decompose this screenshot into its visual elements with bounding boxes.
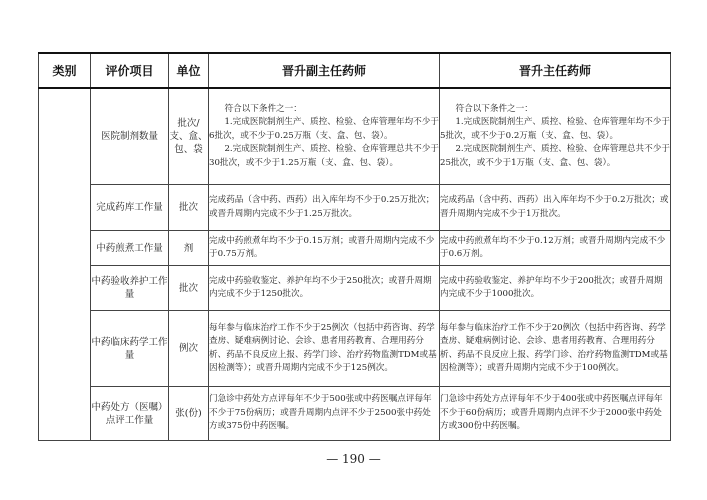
requirement-line: 完成药品（含中药、西药）出入库年均不少于0.25万批次；或晋升周期内完成不少于1.25万批次。 bbox=[209, 195, 435, 219]
requirement-line: 每年参与临床治疗工作不少于20例次（包括中药咨询、药学查房、疑难病例讨论、会诊、患者用药教育、合理用药分析、药品不良反应上报、药学门诊、治疗药物监测TDM或基因检测等）；或晋升周期内完成不少于100例次。 bbox=[440, 322, 668, 373]
header-item: 评价项目 bbox=[91, 53, 169, 88]
table-row bbox=[39, 88, 671, 185]
requirement-line: 完成中药验收鉴定、养护年均不少于200批次；或晋升周期内完成不少于1000批次。 bbox=[440, 275, 663, 299]
category-cell bbox=[39, 88, 91, 441]
table-row bbox=[39, 231, 671, 266]
item-cell: 中药验收养护工作量 bbox=[91, 266, 169, 311]
chief-requirement-cell bbox=[440, 185, 671, 231]
item-cell: 完成药库工作量 bbox=[91, 185, 169, 231]
requirement-line: 完成药品（含中药、西药）出入库年均不少于0.2万批次；或晋升周期内完成不少于1万批次。 bbox=[440, 195, 669, 219]
requirement-line: 完成中药验收鉴定、养护年均不少于250批次；或晋升周期内完成不少于1250批次。 bbox=[209, 275, 432, 299]
page-number: — 190 — bbox=[326, 452, 381, 466]
item-cell: 中药煎煮工作量 bbox=[91, 231, 169, 266]
requirement-line: 符合以下条件之一： bbox=[224, 103, 302, 114]
unit-cell: 批次 bbox=[169, 185, 209, 231]
deputy-requirement-cell bbox=[209, 387, 440, 441]
deputy-requirement-cell bbox=[209, 266, 440, 311]
evaluation-table bbox=[38, 52, 671, 441]
chief-requirement-cell bbox=[440, 387, 671, 441]
chief-requirement-cell bbox=[440, 311, 671, 387]
requirement-line: 门急诊中药处方点评每年不少于400张或中药医嘱点评每年不少于60份病历；或晋升周期内点评不少于2000张中药处方或300份中药医嘱。 bbox=[440, 394, 663, 432]
deputy-requirement-cell bbox=[209, 311, 440, 387]
requirement-line: 符合以下条件之一： bbox=[455, 103, 533, 114]
requirement-line: 2.完成医院制剂生产、质控、检验、仓库管理总共不少于30批次，或不少于1.25万瓶（支、盒、包、袋）。 bbox=[209, 144, 439, 168]
table-row bbox=[39, 266, 671, 311]
item-cell: 医院制剂数量 bbox=[91, 88, 169, 185]
chief-requirement-cell bbox=[440, 266, 671, 311]
header-unit: 单位 bbox=[169, 53, 209, 88]
chief-requirement-cell bbox=[440, 88, 671, 185]
deputy-requirement-cell bbox=[209, 231, 440, 266]
item-cell: 中药处方（医嘱）点评工作量 bbox=[91, 387, 169, 441]
unit-cell: 张(份) bbox=[169, 387, 209, 441]
requirement-line: 完成中药煎煮年均不少于0.12万剂；或晋升周期内完成不少于0.6万剂。 bbox=[440, 235, 666, 259]
header-row bbox=[39, 53, 671, 88]
table-row bbox=[39, 387, 671, 441]
table-row bbox=[39, 185, 671, 231]
requirement-line: 每年参与临床治疗工作不少于25例次（包括中药咨询、药学查房、疑难病例讨论、会诊、患者用药教育、合理用药分析、药品不良反应上报、药学门诊、治疗药物监测TDM或基因检测等）；或晋升周期内完成不少于125例次。 bbox=[209, 322, 437, 373]
requirement-line: 门急诊中药处方点评每年不少于500张或中药医嘱点评每年不少于75份病历；或晋升周期内点评不少于2500张中药处方或375份中药医嘱。 bbox=[209, 394, 432, 432]
header-deputy-pharmacist: 晋升副主任药师 bbox=[209, 53, 440, 88]
header-chief-pharmacist: 晋升主任药师 bbox=[440, 53, 671, 88]
table-row bbox=[39, 311, 671, 387]
chief-requirement-cell bbox=[440, 231, 671, 266]
unit-cell: 例次 bbox=[169, 311, 209, 387]
deputy-requirement-cell bbox=[209, 88, 440, 185]
deputy-requirement-cell bbox=[209, 185, 440, 231]
unit-cell: 批次/支、盒、包、袋 bbox=[169, 88, 209, 185]
item-cell: 中药临床药学工作量 bbox=[91, 311, 169, 387]
requirement-line: 1.完成医院制剂生产、质控、检验、仓库管理年均不少于6批次，或不少于0.25万瓶（支、盒、包、袋）。 bbox=[209, 117, 439, 141]
requirement-line: 完成中药煎煮年均不少于0.15万剂；或晋升周期内完成不少于0.75万剂。 bbox=[209, 235, 435, 259]
header-category: 类别 bbox=[39, 53, 91, 88]
unit-cell: 剂 bbox=[169, 231, 209, 266]
requirement-line: 2.完成医院制剂生产、质控、检验、仓库管理总共不少于25批次，或不少于1万瓶（支、盒、包、袋）。 bbox=[440, 144, 670, 168]
requirement-line: 1.完成医院制剂生产、质控、检验、仓库管理年均不少于5批次，或不少于0.2万瓶（支、盒、包、袋）。 bbox=[440, 117, 670, 141]
unit-cell: 批次 bbox=[169, 266, 209, 311]
